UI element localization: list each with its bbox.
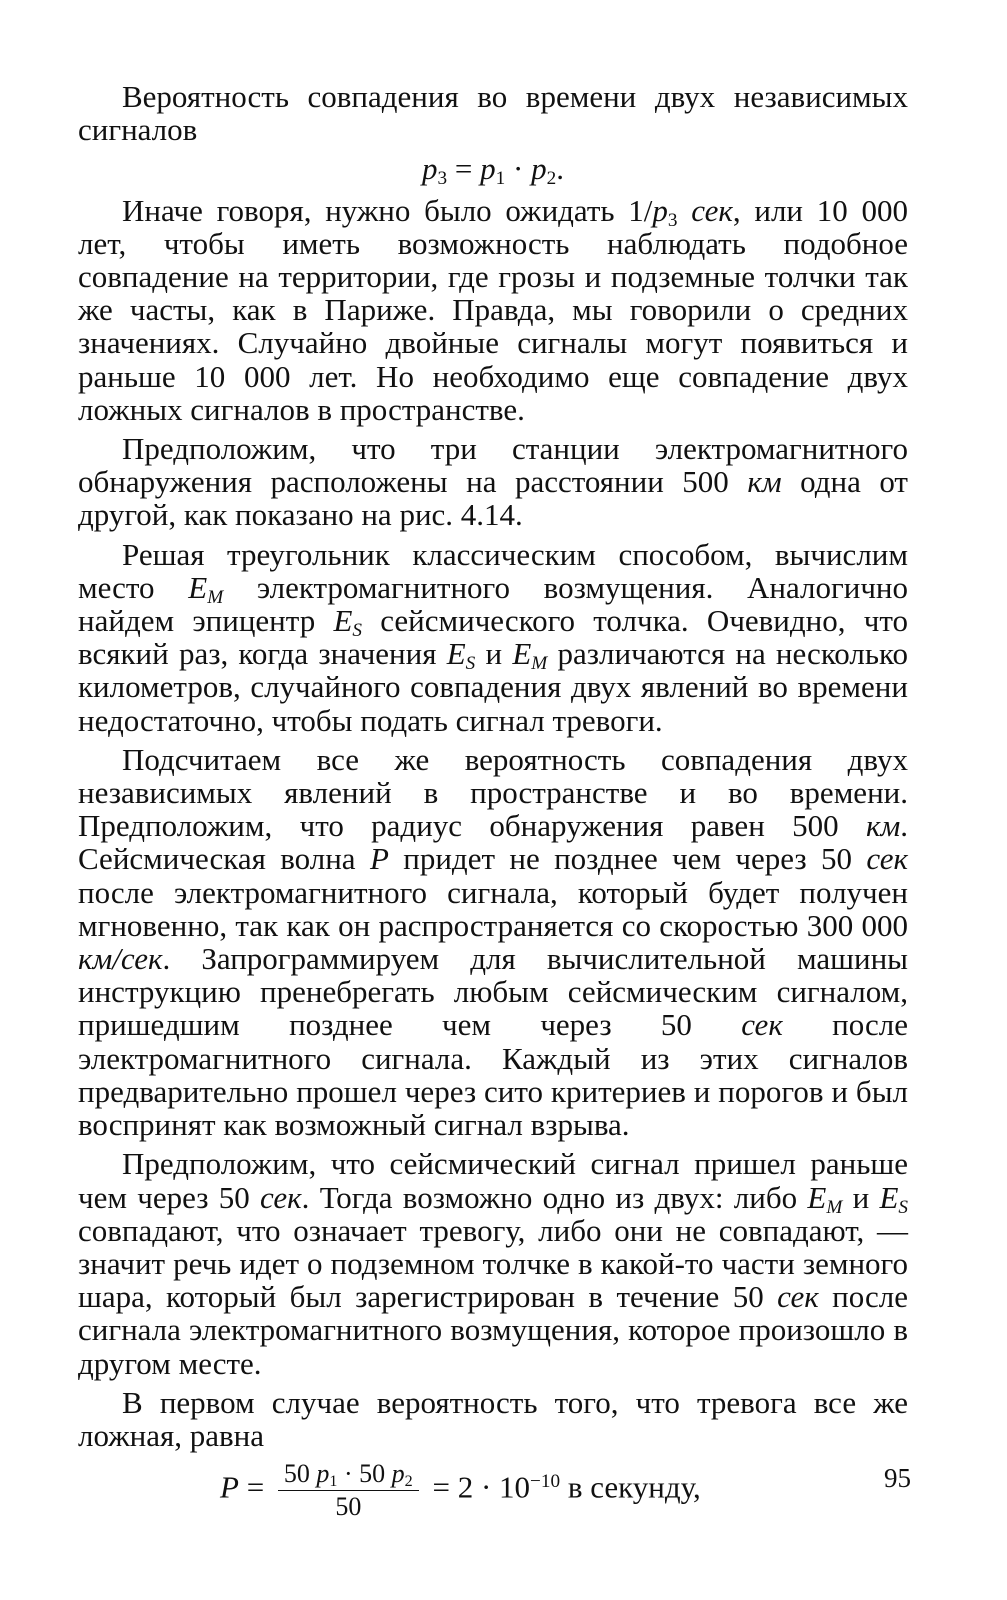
paragraph-2: Иначе говоря, нужно было ожидать $1/p_3$ сек, или 10 000 лет, чтобы иметь возможность наблюдать подобное совпадение на территории, где грозы и подземные толчки так же часты, как в Париже. Правда, мы говорили о средних значениях. Случайно двойные сигналы могут появиться и раньше 10 000 лет. Но необходимо еще совпадение двух ложных сигналов в пространстве. xyxy=(78,192,908,427)
formula-p3: $p_3 = p_1 \cdot p_2$. xyxy=(422,151,564,190)
paragraph-7: В первом случае вероятность того, что тревога все же ложная, равна xyxy=(78,1384,908,1453)
fraction xyxy=(278,1460,419,1521)
page-number: 95 xyxy=(884,1463,911,1493)
fraction-numerator: 50 $p_1 \cdot 50$ $p_2$ xyxy=(278,1460,419,1491)
paragraph-4: Решая треугольник классическим способом, вычислим место $E_M$ электромагнитного возмущения. Аналогично найдем эпицентр $E_S$ сейсмического толчка. Очевидно, что всякий раз, когда значения $E_S$ и $E_M$ различаются на несколько километров, случайного совпадения двух явлений во времени недостаточно, чтобы подать сигнал тревоги. xyxy=(78,536,909,738)
paragraph-3: Предположим, что три станции электромагнитного обнаружения расположены на расстоянии 500 км одна от другой, как показано на рис. 4.14. xyxy=(78,431,908,533)
formula-P: P = $\frac{50 p_1 \cdot 50 p_2}{50}$ = $2 \cdot 10^{-10}$ в секунду, xyxy=(220,1459,701,1522)
fraction-denominator: 50 xyxy=(335,1492,362,1522)
body-text xyxy=(78,80,908,1529)
paragraph-6: Предположим, что сейсмический сигнал пришел раньше чем через 50 сек. Тогда возможно одно из двух: либо $E_M$ и $E_S$ совпадают, что означает тревогу, либо они не совпадают, — значит речь идет о подземном толчке в какой-то части земного шара, который был зарегистрирован в течение 50 сек после сигнала электромагнитного возмущения, которое произошло в другом месте. xyxy=(78,1146,909,1381)
paragraph-5: Подсчитаем все же вероятность совпадения двух независимых явлений в пространстве и во времени. Предположим, что радиус обнаружения равен 500 км. Сейсмическая волна P придет не позднее чем через 50 сек после электромагнитного сигнала, который будет получен мгновенно, так как он распространяется со скоростью 300 000 км/сек. Запрограммируем для вычислительной машины инструкцию пренебрегать любым сейсмическим сигналом, пришедшим позднее чем через 50 сек после электромагнитного сигнала. Каждый из этих сигналов предварительно прошел через сито критериев и порогов и был воспринят как возможный сигнал взрыва. xyxy=(78,741,909,1143)
paragraph-1: Вероятность совпадения во времени двух независимых сигналов xyxy=(78,79,908,148)
